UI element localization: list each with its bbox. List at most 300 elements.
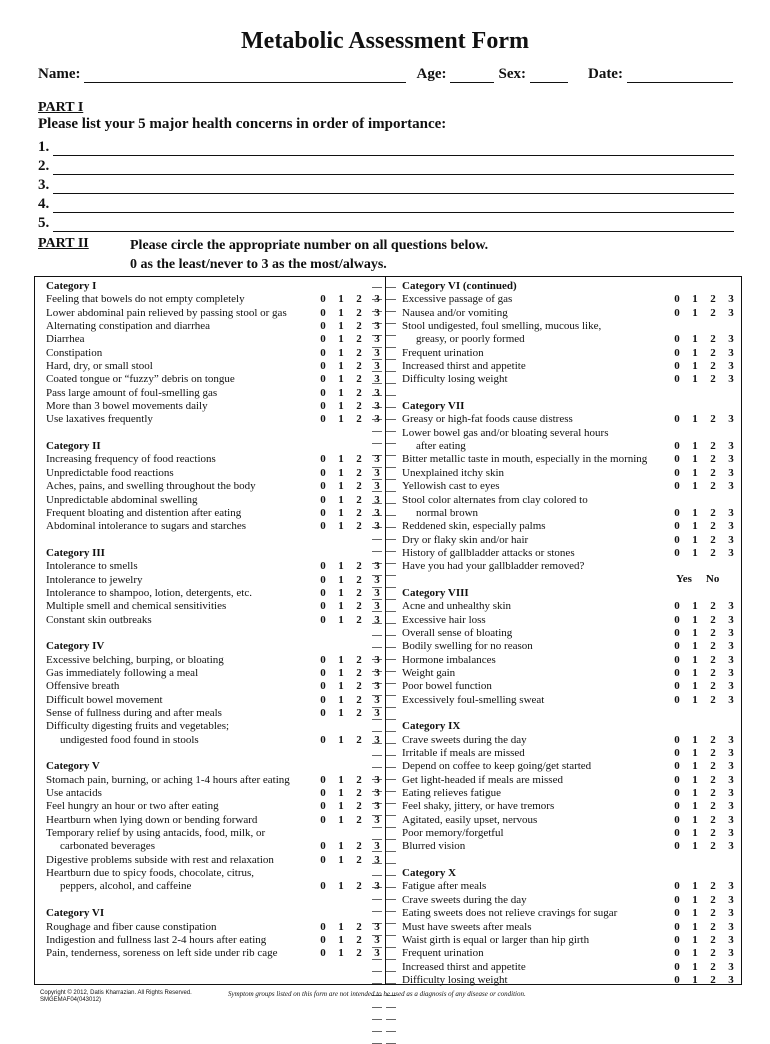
rating-option-3[interactable]: 3 xyxy=(374,466,380,479)
rating-option-0[interactable]: 0 xyxy=(674,840,680,853)
rating-option-1[interactable]: 1 xyxy=(692,480,698,493)
rating-option-2[interactable]: 2 xyxy=(710,880,716,893)
rating-option-1[interactable]: 1 xyxy=(692,306,698,319)
rating-option-0[interactable]: 0 xyxy=(674,933,680,946)
rating-option-1[interactable]: 1 xyxy=(692,827,698,840)
rating-option-0[interactable]: 0 xyxy=(320,373,326,386)
rating-option-3[interactable]: 3 xyxy=(374,600,380,613)
rating-option-0[interactable]: 0 xyxy=(674,533,680,546)
rating-option-1[interactable]: 1 xyxy=(692,373,698,386)
rating-option-3[interactable]: 3 xyxy=(374,573,380,586)
rating-option-2[interactable]: 2 xyxy=(710,680,716,693)
rating-option-3[interactable]: 3 xyxy=(728,506,734,519)
rating-option-1[interactable]: 1 xyxy=(338,707,344,719)
rating-option-2[interactable]: 2 xyxy=(356,920,362,933)
rating-option-1[interactable]: 1 xyxy=(692,360,698,373)
rating-option-2[interactable]: 2 xyxy=(356,346,362,359)
rating-option-1[interactable]: 1 xyxy=(338,320,344,333)
rating-option-1[interactable]: 1 xyxy=(338,813,344,826)
rating-option-2[interactable]: 2 xyxy=(356,653,362,666)
rating-option-1[interactable]: 1 xyxy=(692,693,698,706)
rating-option-0[interactable]: 0 xyxy=(320,333,326,346)
rating-option-0[interactable]: 0 xyxy=(674,626,680,639)
rating-option-1[interactable]: 1 xyxy=(692,787,698,800)
rating-option-0[interactable]: 0 xyxy=(320,293,326,306)
rating-option-0[interactable]: 0 xyxy=(674,360,680,373)
rating-option-2[interactable]: 2 xyxy=(356,573,362,586)
rating-option-0[interactable]: 0 xyxy=(674,907,680,920)
rating-option-0[interactable]: 0 xyxy=(320,653,326,666)
rating-option-2[interactable]: 2 xyxy=(710,893,716,906)
rating-option-1[interactable]: 1 xyxy=(692,440,698,453)
rating-option-1[interactable]: 1 xyxy=(338,853,344,866)
rating-option-3[interactable]: 3 xyxy=(728,360,734,373)
rating-option-3[interactable]: 3 xyxy=(374,813,380,826)
rating-option-2[interactable]: 2 xyxy=(356,773,362,786)
rating-option-3[interactable]: 3 xyxy=(728,626,734,639)
rating-option-3[interactable]: 3 xyxy=(728,466,734,479)
rating-option-0[interactable]: 0 xyxy=(674,640,680,653)
rating-option-2[interactable]: 2 xyxy=(710,947,716,960)
age-field[interactable] xyxy=(450,68,494,83)
rating-option-2[interactable]: 2 xyxy=(710,293,716,306)
rating-option-0[interactable]: 0 xyxy=(674,920,680,933)
rating-option-2[interactable]: 2 xyxy=(710,907,716,920)
rating-option-3[interactable]: 3 xyxy=(374,666,380,679)
rating-option-1[interactable]: 1 xyxy=(692,333,698,346)
rating-option-3[interactable]: 3 xyxy=(374,480,380,493)
rating-option-0[interactable]: 0 xyxy=(320,320,326,333)
rating-option-1[interactable]: 1 xyxy=(338,373,344,386)
rating-option-2[interactable]: 2 xyxy=(710,920,716,933)
rating-option-3[interactable]: 3 xyxy=(728,800,734,813)
rating-option-0[interactable]: 0 xyxy=(320,813,326,826)
rating-option-2[interactable]: 2 xyxy=(356,693,362,706)
name-field[interactable] xyxy=(84,68,406,83)
rating-option-1[interactable]: 1 xyxy=(692,960,698,973)
rating-option-1[interactable]: 1 xyxy=(338,600,344,613)
rating-option-0[interactable]: 0 xyxy=(320,800,326,813)
rating-option-1[interactable]: 1 xyxy=(338,947,344,960)
rating-option-3[interactable]: 3 xyxy=(374,320,380,333)
rating-option-2[interactable]: 2 xyxy=(710,413,716,426)
rating-option-3[interactable]: 3 xyxy=(374,693,380,706)
rating-option-2[interactable]: 2 xyxy=(710,693,716,706)
rating-option-2[interactable]: 2 xyxy=(356,400,362,413)
concern-line[interactable] xyxy=(53,217,734,232)
rating-option-3[interactable]: 3 xyxy=(728,787,734,800)
rating-option-2[interactable]: 2 xyxy=(356,520,362,533)
rating-option-3[interactable]: 3 xyxy=(728,333,734,346)
rating-option-2[interactable]: 2 xyxy=(356,333,362,346)
rating-option-0[interactable]: 0 xyxy=(674,947,680,960)
rating-option-1[interactable]: 1 xyxy=(692,880,698,893)
rating-option-0[interactable]: 0 xyxy=(674,747,680,760)
rating-option-2[interactable]: 2 xyxy=(356,933,362,946)
rating-option-1[interactable]: 1 xyxy=(338,386,344,399)
rating-option-1[interactable]: 1 xyxy=(338,586,344,599)
rating-option-0[interactable]: 0 xyxy=(320,707,326,719)
rating-option-2[interactable]: 2 xyxy=(356,466,362,479)
rating-option-3[interactable]: 3 xyxy=(374,773,380,786)
rating-option-3[interactable]: 3 xyxy=(728,480,734,493)
rating-option-2[interactable]: 2 xyxy=(710,787,716,800)
rating-option-1[interactable]: 1 xyxy=(692,773,698,786)
rating-option-0[interactable]: 0 xyxy=(674,653,680,666)
rating-option-0[interactable]: 0 xyxy=(674,373,680,386)
concern-line[interactable] xyxy=(53,198,734,213)
rating-option-1[interactable]: 1 xyxy=(692,800,698,813)
rating-option-1[interactable]: 1 xyxy=(692,893,698,906)
rating-option-0[interactable]: 0 xyxy=(320,413,326,426)
rating-option-2[interactable]: 2 xyxy=(710,640,716,653)
rating-option-3[interactable]: 3 xyxy=(728,533,734,546)
rating-option-1[interactable]: 1 xyxy=(338,733,344,746)
rating-option-3[interactable]: 3 xyxy=(374,333,380,346)
rating-option-0[interactable]: 0 xyxy=(674,346,680,359)
rating-option-1[interactable]: 1 xyxy=(692,733,698,746)
rating-option-2[interactable]: 2 xyxy=(356,840,362,853)
rating-option-2[interactable]: 2 xyxy=(356,453,362,466)
rating-option-3[interactable]: 3 xyxy=(374,306,380,319)
rating-option-0[interactable]: 0 xyxy=(320,920,326,933)
rating-option-0[interactable]: 0 xyxy=(320,933,326,946)
rating-option-1[interactable]: 1 xyxy=(692,453,698,466)
rating-option-2[interactable]: 2 xyxy=(710,373,716,386)
rating-option-3[interactable]: 3 xyxy=(728,440,734,453)
rating-option-3[interactable]: 3 xyxy=(374,493,380,506)
rating-option-3[interactable]: 3 xyxy=(374,840,380,853)
rating-option-3[interactable]: 3 xyxy=(728,666,734,679)
rating-option-0[interactable]: 0 xyxy=(320,586,326,599)
rating-option-3[interactable]: 3 xyxy=(374,346,380,359)
rating-option-3[interactable]: 3 xyxy=(728,693,734,706)
rating-option-1[interactable]: 1 xyxy=(338,613,344,626)
rating-option-1[interactable]: 1 xyxy=(692,466,698,479)
rating-option-0[interactable]: 0 xyxy=(674,800,680,813)
rating-option-3[interactable]: 3 xyxy=(728,973,734,986)
rating-option-2[interactable]: 2 xyxy=(710,747,716,760)
rating-option-1[interactable]: 1 xyxy=(692,653,698,666)
rating-option-0[interactable]: 0 xyxy=(320,360,326,373)
rating-option-1[interactable]: 1 xyxy=(338,787,344,800)
rating-option-2[interactable]: 2 xyxy=(356,947,362,960)
rating-option-3[interactable]: 3 xyxy=(374,293,380,306)
rating-option-1[interactable]: 1 xyxy=(692,626,698,639)
rating-option-0[interactable]: 0 xyxy=(320,853,326,866)
rating-option-2[interactable]: 2 xyxy=(710,440,716,453)
rating-option-3[interactable]: 3 xyxy=(728,373,734,386)
rating-option-0[interactable]: 0 xyxy=(320,787,326,800)
rating-option-2[interactable]: 2 xyxy=(356,480,362,493)
rating-option-3[interactable]: 3 xyxy=(374,880,380,893)
rating-option-1[interactable]: 1 xyxy=(338,520,344,533)
rating-option-0[interactable]: 0 xyxy=(674,413,680,426)
rating-option-1[interactable]: 1 xyxy=(692,293,698,306)
rating-option-1[interactable]: 1 xyxy=(692,680,698,693)
rating-option-3[interactable]: 3 xyxy=(728,773,734,786)
rating-option-3[interactable]: 3 xyxy=(374,453,380,466)
rating-option-3[interactable]: 3 xyxy=(374,707,380,719)
rating-option-1[interactable]: 1 xyxy=(338,573,344,586)
rating-option-2[interactable]: 2 xyxy=(356,360,362,373)
rating-option-3[interactable]: 3 xyxy=(374,413,380,426)
rating-option-0[interactable]: 0 xyxy=(674,666,680,679)
concern-row[interactable] xyxy=(38,137,734,156)
rating-option-2[interactable]: 2 xyxy=(710,813,716,826)
rating-option-0[interactable]: 0 xyxy=(320,386,326,399)
rating-option-1[interactable]: 1 xyxy=(338,840,344,853)
rating-option-3[interactable]: 3 xyxy=(728,293,734,306)
rating-option-2[interactable]: 2 xyxy=(710,480,716,493)
rating-option-0[interactable]: 0 xyxy=(674,600,680,613)
rating-option-3[interactable]: 3 xyxy=(374,386,380,399)
rating-option-2[interactable]: 2 xyxy=(356,506,362,519)
rating-option-3[interactable]: 3 xyxy=(374,787,380,800)
rating-option-1[interactable]: 1 xyxy=(338,666,344,679)
date-field[interactable] xyxy=(627,68,733,83)
rating-option-3[interactable]: 3 xyxy=(728,947,734,960)
rating-option-0[interactable]: 0 xyxy=(320,666,326,679)
rating-option-3[interactable]: 3 xyxy=(374,853,380,866)
rating-option-2[interactable]: 2 xyxy=(356,666,362,679)
rating-option-2[interactable]: 2 xyxy=(710,626,716,639)
rating-option-2[interactable]: 2 xyxy=(710,653,716,666)
rating-option-2[interactable]: 2 xyxy=(356,560,362,573)
rating-option-2[interactable]: 2 xyxy=(356,413,362,426)
rating-option-2[interactable]: 2 xyxy=(710,453,716,466)
rating-option-1[interactable]: 1 xyxy=(692,747,698,760)
rating-option-0[interactable]: 0 xyxy=(674,440,680,453)
rating-option-3[interactable]: 3 xyxy=(728,840,734,853)
rating-option-3[interactable]: 3 xyxy=(728,733,734,746)
rating-option-3[interactable]: 3 xyxy=(374,373,380,386)
rating-option-2[interactable]: 2 xyxy=(356,680,362,693)
rating-option-3[interactable]: 3 xyxy=(728,907,734,920)
rating-option-2[interactable]: 2 xyxy=(710,466,716,479)
sex-field[interactable] xyxy=(530,68,568,83)
rating-option-0[interactable]: 0 xyxy=(320,306,326,319)
rating-option-2[interactable]: 2 xyxy=(356,707,362,719)
rating-option-2[interactable]: 2 xyxy=(710,960,716,973)
rating-option-0[interactable]: 0 xyxy=(674,960,680,973)
rating-option-3[interactable]: 3 xyxy=(374,920,380,933)
rating-option-2[interactable]: 2 xyxy=(710,800,716,813)
rating-option-3[interactable]: 3 xyxy=(728,346,734,359)
rating-option-3[interactable]: 3 xyxy=(728,413,734,426)
rating-option-3[interactable]: 3 xyxy=(728,827,734,840)
rating-option-1[interactable]: 1 xyxy=(338,333,344,346)
rating-option-0[interactable]: 0 xyxy=(674,760,680,773)
rating-option-3[interactable]: 3 xyxy=(728,960,734,973)
concern-row[interactable] xyxy=(38,175,734,194)
rating-option-3[interactable]: 3 xyxy=(374,506,380,519)
rating-option-3[interactable]: 3 xyxy=(374,613,380,626)
rating-option-3[interactable]: 3 xyxy=(374,653,380,666)
rating-option-1[interactable]: 1 xyxy=(692,840,698,853)
rating-option-1[interactable]: 1 xyxy=(692,813,698,826)
rating-option-1[interactable]: 1 xyxy=(692,546,698,559)
rating-option-2[interactable]: 2 xyxy=(710,520,716,533)
rating-option-0[interactable]: 0 xyxy=(320,400,326,413)
rating-option-0[interactable]: 0 xyxy=(674,787,680,800)
rating-option-2[interactable]: 2 xyxy=(710,346,716,359)
rating-option-2[interactable]: 2 xyxy=(356,373,362,386)
rating-option-3[interactable]: 3 xyxy=(374,800,380,813)
rating-option-3[interactable]: 3 xyxy=(374,933,380,946)
rating-option-0[interactable]: 0 xyxy=(674,506,680,519)
rating-option-0[interactable]: 0 xyxy=(674,773,680,786)
rating-option-2[interactable]: 2 xyxy=(710,360,716,373)
rating-option-0[interactable]: 0 xyxy=(674,893,680,906)
rating-option-3[interactable]: 3 xyxy=(374,733,380,746)
rating-option-2[interactable]: 2 xyxy=(710,546,716,559)
rating-option-0[interactable]: 0 xyxy=(674,613,680,626)
yes-option[interactable]: Yes xyxy=(676,573,692,586)
rating-option-2[interactable]: 2 xyxy=(356,787,362,800)
rating-option-2[interactable]: 2 xyxy=(356,800,362,813)
rating-option-2[interactable]: 2 xyxy=(710,333,716,346)
rating-option-2[interactable]: 2 xyxy=(710,840,716,853)
rating-option-3[interactable]: 3 xyxy=(728,453,734,466)
rating-option-0[interactable]: 0 xyxy=(674,293,680,306)
concern-row[interactable] xyxy=(38,213,734,232)
rating-option-2[interactable]: 2 xyxy=(356,293,362,306)
rating-option-3[interactable]: 3 xyxy=(728,520,734,533)
rating-option-0[interactable]: 0 xyxy=(674,680,680,693)
rating-option-2[interactable]: 2 xyxy=(356,880,362,893)
rating-option-3[interactable]: 3 xyxy=(728,893,734,906)
rating-option-3[interactable]: 3 xyxy=(374,947,380,960)
rating-option-2[interactable]: 2 xyxy=(356,320,362,333)
rating-option-0[interactable]: 0 xyxy=(674,453,680,466)
rating-option-2[interactable]: 2 xyxy=(710,533,716,546)
rating-option-1[interactable]: 1 xyxy=(338,680,344,693)
rating-option-2[interactable]: 2 xyxy=(710,666,716,679)
rating-option-0[interactable]: 0 xyxy=(320,613,326,626)
rating-option-3[interactable]: 3 xyxy=(374,520,380,533)
rating-option-2[interactable]: 2 xyxy=(356,813,362,826)
rating-option-0[interactable]: 0 xyxy=(674,693,680,706)
rating-option-1[interactable]: 1 xyxy=(338,773,344,786)
rating-option-1[interactable]: 1 xyxy=(338,493,344,506)
rating-option-1[interactable]: 1 xyxy=(692,613,698,626)
rating-option-3[interactable]: 3 xyxy=(728,546,734,559)
rating-option-1[interactable]: 1 xyxy=(692,920,698,933)
rating-option-0[interactable]: 0 xyxy=(320,506,326,519)
rating-option-3[interactable]: 3 xyxy=(374,360,380,373)
rating-option-0[interactable]: 0 xyxy=(320,840,326,853)
rating-option-0[interactable]: 0 xyxy=(320,947,326,960)
rating-option-2[interactable]: 2 xyxy=(710,306,716,319)
rating-option-2[interactable]: 2 xyxy=(710,773,716,786)
rating-option-3[interactable]: 3 xyxy=(728,680,734,693)
rating-option-1[interactable]: 1 xyxy=(338,346,344,359)
rating-option-0[interactable]: 0 xyxy=(320,493,326,506)
rating-option-3[interactable]: 3 xyxy=(728,880,734,893)
rating-option-1[interactable]: 1 xyxy=(338,880,344,893)
rating-option-2[interactable]: 2 xyxy=(356,306,362,319)
rating-option-0[interactable]: 0 xyxy=(320,573,326,586)
rating-option-1[interactable]: 1 xyxy=(338,480,344,493)
rating-option-1[interactable]: 1 xyxy=(692,933,698,946)
rating-option-0[interactable]: 0 xyxy=(674,827,680,840)
rating-option-1[interactable]: 1 xyxy=(338,413,344,426)
rating-option-1[interactable]: 1 xyxy=(338,293,344,306)
rating-option-1[interactable]: 1 xyxy=(338,653,344,666)
rating-option-1[interactable]: 1 xyxy=(338,693,344,706)
rating-option-3[interactable]: 3 xyxy=(728,933,734,946)
rating-option-1[interactable]: 1 xyxy=(692,533,698,546)
rating-option-1[interactable]: 1 xyxy=(338,400,344,413)
rating-option-3[interactable]: 3 xyxy=(374,586,380,599)
rating-option-0[interactable]: 0 xyxy=(320,346,326,359)
concern-line[interactable] xyxy=(53,179,734,194)
concern-row[interactable] xyxy=(38,194,734,213)
rating-option-2[interactable]: 2 xyxy=(710,613,716,626)
concern-line[interactable] xyxy=(53,160,734,175)
rating-option-0[interactable]: 0 xyxy=(674,480,680,493)
rating-option-0[interactable]: 0 xyxy=(320,480,326,493)
rating-option-0[interactable]: 0 xyxy=(320,466,326,479)
rating-option-3[interactable]: 3 xyxy=(374,680,380,693)
rating-option-0[interactable]: 0 xyxy=(320,600,326,613)
rating-option-0[interactable]: 0 xyxy=(320,453,326,466)
rating-option-0[interactable]: 0 xyxy=(674,813,680,826)
rating-option-2[interactable]: 2 xyxy=(356,613,362,626)
rating-option-2[interactable]: 2 xyxy=(356,733,362,746)
rating-option-1[interactable]: 1 xyxy=(692,947,698,960)
rating-option-2[interactable]: 2 xyxy=(710,600,716,613)
rating-option-2[interactable]: 2 xyxy=(356,493,362,506)
concern-row[interactable] xyxy=(38,156,734,175)
rating-option-3[interactable]: 3 xyxy=(728,760,734,773)
rating-option-2[interactable]: 2 xyxy=(710,760,716,773)
no-option[interactable]: No xyxy=(705,573,720,586)
rating-option-1[interactable]: 1 xyxy=(692,973,698,986)
rating-option-3[interactable]: 3 xyxy=(374,400,380,413)
rating-option-2[interactable]: 2 xyxy=(710,733,716,746)
rating-option-1[interactable]: 1 xyxy=(692,413,698,426)
rating-option-0[interactable]: 0 xyxy=(320,520,326,533)
rating-option-3[interactable]: 3 xyxy=(374,560,380,573)
rating-option-0[interactable]: 0 xyxy=(674,333,680,346)
rating-option-0[interactable]: 0 xyxy=(674,306,680,319)
rating-option-1[interactable]: 1 xyxy=(338,920,344,933)
rating-option-2[interactable]: 2 xyxy=(356,586,362,599)
rating-option-1[interactable]: 1 xyxy=(692,760,698,773)
rating-option-3[interactable]: 3 xyxy=(728,613,734,626)
concern-line[interactable] xyxy=(53,141,734,156)
rating-option-3[interactable]: 3 xyxy=(728,306,734,319)
rating-option-0[interactable]: 0 xyxy=(674,733,680,746)
rating-option-1[interactable]: 1 xyxy=(692,520,698,533)
rating-option-2[interactable]: 2 xyxy=(710,933,716,946)
rating-option-1[interactable]: 1 xyxy=(692,346,698,359)
rating-option-0[interactable]: 0 xyxy=(320,733,326,746)
rating-option-1[interactable]: 1 xyxy=(692,506,698,519)
rating-option-0[interactable]: 0 xyxy=(320,880,326,893)
rating-option-1[interactable]: 1 xyxy=(692,666,698,679)
rating-option-2[interactable]: 2 xyxy=(710,506,716,519)
rating-option-1[interactable]: 1 xyxy=(338,506,344,519)
rating-option-3[interactable]: 3 xyxy=(728,653,734,666)
rating-option-0[interactable]: 0 xyxy=(320,560,326,573)
rating-option-1[interactable]: 1 xyxy=(338,306,344,319)
rating-option-2[interactable]: 2 xyxy=(710,973,716,986)
rating-option-1[interactable]: 1 xyxy=(338,560,344,573)
rating-option-0[interactable]: 0 xyxy=(674,546,680,559)
